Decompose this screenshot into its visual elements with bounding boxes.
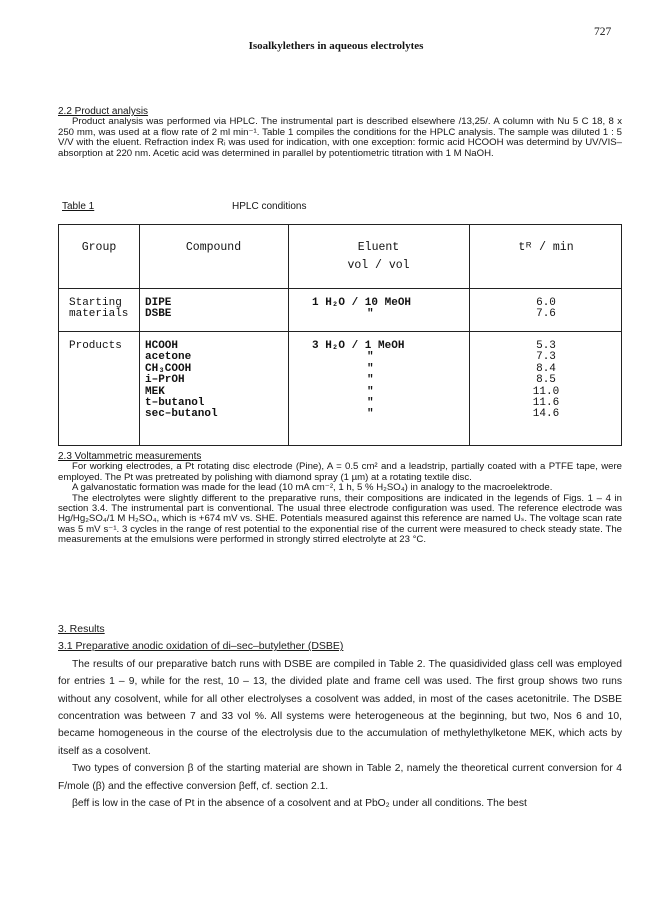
starting-eluent xyxy=(312,298,452,321)
tr-cell: 8.4 xyxy=(536,362,556,375)
section-heading: 2.2 Product analysis xyxy=(58,106,149,117)
section-product-analysis xyxy=(58,107,622,159)
starting-compounds xyxy=(145,298,171,321)
product-tr xyxy=(469,341,623,421)
group-products: Products xyxy=(69,340,122,352)
compound-cell: acetone xyxy=(145,351,192,364)
tr-cell: 6.0 xyxy=(536,297,556,309)
eluent-cell: 1 H₂O / 10 MeOH xyxy=(312,297,412,309)
table-col-rule xyxy=(288,225,289,445)
tr-cell: 7.3 xyxy=(536,351,556,364)
paragraph: Two types of conversion β of the starting material are shown in Table 2, namely the theoretical current conversion for 4 F/mole (β) and the effective conversion βeff, cf. section 2.1. xyxy=(58,763,622,792)
compound-cell: i–PrOH xyxy=(145,374,185,387)
running-title: Isoalkylethers in aqueous electrolytes xyxy=(248,40,424,52)
ditto-mark: " xyxy=(367,385,374,398)
tr-cell: 14.6 xyxy=(532,408,560,421)
product-compounds xyxy=(145,341,218,421)
table-label: Table 1 xyxy=(62,201,95,212)
table-row-rule xyxy=(59,331,621,332)
compound-cell: sec–butanol xyxy=(145,408,218,421)
subsection-heading: 3.1 Preparative anodic oxidation of di–sec–butylether (DSBE) xyxy=(58,640,344,653)
starting-tr xyxy=(469,298,623,321)
ditto-mark: " xyxy=(367,408,374,421)
tr-cell: 5.3 xyxy=(536,340,556,352)
paragraph: A galvanostatic formation was made for the lead (10 mA cm⁻², 1 h, 5 % H₂SO₄) in analogy to the macroelektrode. xyxy=(72,482,553,494)
table-title: HPLC conditions xyxy=(232,201,307,212)
header-eluent: Eluent xyxy=(357,241,400,254)
tr-cell: 11.0 xyxy=(532,385,560,398)
table-header-rule xyxy=(59,288,621,289)
page-number: 727 xyxy=(594,26,612,38)
table-caption xyxy=(62,201,306,212)
table-col-rule xyxy=(139,225,140,445)
paragraph: Product analysis was performed via HPLC. The instrumental part is described elsewhere /13,25/. A column with Nu 5 C 18, 8 x 250 mm, was used at a flow rate of 2 ml min⁻¹. Table 1 compiles the conditions for the HPLC analysis. The sample was diluted 1 : 5 V/V with the eluent. Refraction index Rᵢ was used for indication, with one exception: formic acid HCOOH was determind by UV/VIS–absorption at 220 nm. Acetic acid was determined in parallel by potentiometric titration with 1 M NaOH. xyxy=(58,116,622,159)
section-heading: 3. Results xyxy=(58,623,105,635)
ditto-mark: " xyxy=(367,362,374,375)
ditto-mark: " xyxy=(367,351,374,364)
ditto-mark: " xyxy=(367,397,374,410)
compound-cell: CH₃COOH xyxy=(145,362,192,375)
compound-cell: HCOOH xyxy=(145,340,179,352)
header-retention-time: tᴿ / min xyxy=(518,241,574,254)
tr-cell: 8.5 xyxy=(536,374,556,387)
compound-cell: DIPE xyxy=(145,297,172,309)
hplc-table xyxy=(58,224,622,446)
eluent-cell: 3 H₂O / 1 MeOH xyxy=(312,340,405,352)
section-results xyxy=(58,621,622,812)
header-group: Group xyxy=(81,241,117,254)
compound-cell: t–butanol xyxy=(145,397,205,410)
header-compound: Compound xyxy=(185,241,242,254)
ditto-mark: " xyxy=(367,374,374,387)
section-heading: 2.3 Voltammetric measurements xyxy=(58,451,202,462)
tr-cell: 7.6 xyxy=(536,308,556,321)
tr-cell: 11.6 xyxy=(532,397,560,410)
paragraph: For working electrodes, a Pt rotating disc electrode (Pine), A = 0.5 cm² and a leadstrip, partially coated with a PTFE tape, were employed. The Pt was pretreated by polishing with diamond spray (1 µm) at a rotating textile disc. xyxy=(58,461,622,483)
compound-cell: DSBE xyxy=(145,308,172,321)
compound-cell: MEK xyxy=(145,385,165,398)
section-voltammetric xyxy=(58,452,622,546)
header-eluent-unit: vol / vol xyxy=(347,259,410,272)
paragraph: The results of our preparative batch runs with DSBE are compiled in Table 2. The quasidivided glass cell was employed for entries 1 – 9, while for the rest, 10 – 13, the divided plate and frame cell was used. The first group shows two runs without any cosolvent, while for all other electrolyses a cosolvent was added, in most of the cases acetonitrile. The DSBE concentration was between 7 and 33 vol %. All systems were heterogeneous at the beginning, but two, Nos 6 and 10, became homogeneous in the course of the electrolysis due to the accumulation of methylethylketone MEK, which acts by itself as a cosolvent. xyxy=(58,658,622,757)
paragraph: βeff is low in the case of Pt in the absence of a cosolvent and at PbO₂ under all conditions. The best xyxy=(72,798,527,810)
product-eluent xyxy=(312,341,452,421)
group-starting: Starting materials xyxy=(69,297,129,321)
ditto-mark: " xyxy=(367,308,374,321)
paragraph: The electrolytes were slightly different to the preparative runs, their compositions are indicated in the legends of Figs. 1 – 4 in section 3.4. The instrumental part is conventional. The usual three electrode configuration was used. The reference electrode was Hg/Hg₂SO₄/1 M H₂SO₄, which is +674 mV vs. SHE. Potentials measured against this reference are named Uₛ. The voltage scan rate was 5 mV s⁻¹. 3 cycles in the range of rest potential to the exponential rise of the current were measured to check steady state. The measurements at the emulsions were performed in strongly stirred electrolyte at 23 °C. xyxy=(58,492,622,546)
